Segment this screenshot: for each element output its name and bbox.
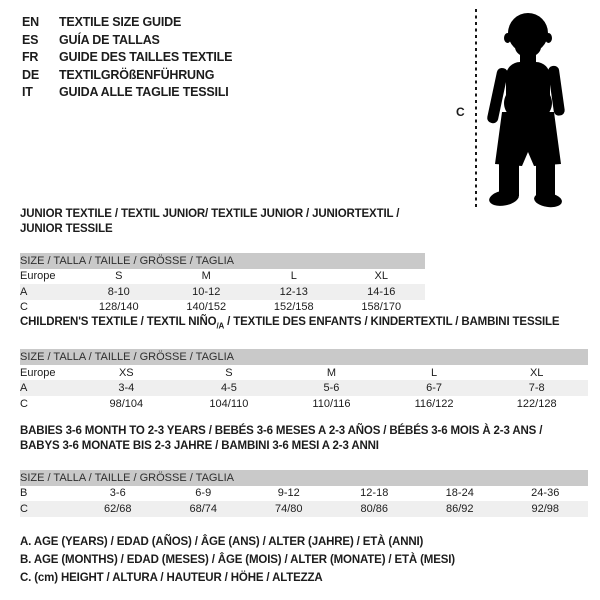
size-value: 10-12 — [192, 285, 221, 298]
table-title-text: BABIES 3-6 MONTH TO 2-3 YEARS / BEBÉS 3-6 MESES A 2-3 AÑOS / BÉBÉS 3-6 MOIS À 2-3 ANS / — [20, 425, 543, 437]
language-title: GUIDA ALLE TAGLIE TESSILI — [59, 85, 229, 99]
language-code: ES — [22, 32, 39, 47]
size-value: 92/98 — [531, 502, 560, 515]
size-value: 3-6 — [109, 487, 126, 500]
size-value: 158/170 — [361, 301, 402, 314]
table-title-line — [20, 439, 588, 454]
size-column-header: M — [326, 366, 337, 379]
size-value: 4-5 — [220, 382, 237, 395]
table-title — [20, 315, 588, 333]
size-table — [20, 470, 588, 517]
size-value: 9-12 — [277, 487, 300, 500]
size-value: 18-24 — [445, 487, 474, 500]
language-code: EN — [22, 15, 39, 29]
size-value: 24-36 — [531, 487, 560, 500]
size-table-junior — [20, 207, 425, 315]
table-row — [20, 284, 425, 300]
table-title-line — [20, 424, 588, 439]
size-value: 98/104 — [109, 397, 144, 410]
region-label: Europe — [20, 366, 56, 379]
size-table — [20, 349, 588, 411]
table-title-text: CHILDREN'S TEXTILE / TEXTIL NIÑO — [20, 316, 217, 328]
size-table-babies — [20, 424, 588, 517]
size-column-header: L — [431, 366, 438, 379]
table-title — [20, 424, 588, 454]
language-title: TEXTILE SIZE GUIDE — [59, 15, 182, 29]
size-band-label: SIZE / TALLA / TAILLE / GRÖSSE / TAGLIA — [20, 253, 425, 269]
footnotes — [20, 533, 455, 587]
size-value: 6-9 — [195, 487, 212, 500]
row-label: C — [20, 397, 28, 410]
table-title-text: JUNIOR TEXTILE / TEXTIL JUNIOR/ TEXTILE JUNIOR / JUNIORTEXTIL / JUNIOR TESSILE — [20, 208, 400, 235]
language-code: IT — [22, 85, 33, 99]
note-line: C. (cm) HEIGHT / ALTURA / HAUTEUR / HÖHE / ALTEZZA — [20, 572, 323, 584]
size-value: 116/122 — [414, 397, 454, 410]
language-code: DE — [22, 67, 39, 82]
language-title: TEXTILGRÖßENFÜHRUNG — [59, 67, 215, 82]
size-value: 6-7 — [426, 382, 443, 395]
row-label: A — [20, 382, 28, 395]
table-row — [20, 396, 588, 412]
size-value: 12-18 — [360, 487, 389, 500]
size-value: 12-13 — [279, 285, 308, 298]
table-title-text: /A — [216, 321, 225, 331]
size-column-header: M — [201, 270, 211, 283]
language-row — [22, 67, 232, 85]
size-table — [20, 253, 425, 315]
language-title: GUIDE DES TAILLES TEXTILE — [59, 50, 233, 64]
table-title-text: BABYS 3-6 MONATE BIS 2-3 JAHRE / BAMBINI 3-6 MESI A 2-3 ANNI — [20, 440, 379, 452]
height-c-label: C — [456, 105, 465, 119]
language-code: FR — [22, 50, 39, 64]
region-label: Europe — [20, 270, 56, 283]
size-column-header: XS — [118, 366, 134, 379]
size-value: 110/116 — [312, 397, 351, 410]
language-row — [22, 14, 232, 32]
size-value: 7-8 — [528, 382, 545, 395]
size-value: 74/80 — [274, 502, 303, 515]
table-title-text: / TEXTILE DES ENFANTS / KINDERTEXTIL / BAMBINI TESSILE — [224, 316, 560, 328]
size-value: 122/128 — [516, 397, 557, 410]
column-header-row — [20, 365, 588, 381]
language-title: GUÍA DE TALLAS — [59, 32, 160, 47]
row-label: B — [20, 487, 28, 500]
table-row — [20, 486, 588, 502]
size-value: 14-16 — [367, 285, 396, 298]
language-row — [22, 32, 232, 50]
note-line: A. AGE (YEARS) / EDAD (AÑOS) / ÂGE (ANS) / ALTER (JAHRE) / ETÀ (ANNI) — [20, 536, 424, 548]
size-band-row — [20, 349, 588, 365]
size-value: 86/92 — [445, 502, 474, 515]
size-value: 80/86 — [360, 502, 389, 515]
size-value: 8-10 — [107, 285, 130, 298]
size-band-label: SIZE / TALLA / TAILLE / GRÖSSE / TAGLIA — [20, 470, 588, 486]
row-label: C — [20, 502, 28, 515]
size-value: 5-6 — [323, 382, 340, 395]
table-row — [20, 380, 588, 396]
column-header-row — [20, 269, 425, 285]
size-column-header: S — [115, 270, 123, 283]
row-label: A — [20, 285, 28, 298]
baby-silhouette-icon — [482, 8, 574, 208]
size-table-children — [20, 315, 588, 411]
language-row — [22, 84, 232, 102]
table-row — [20, 501, 588, 517]
size-column-header: XL — [374, 270, 388, 283]
size-band-label: SIZE / TALLA / TAILLE / GRÖSSE / TAGLIA — [20, 349, 588, 365]
language-guide — [22, 14, 232, 102]
size-column-header: S — [225, 366, 233, 379]
table-row — [20, 300, 425, 316]
size-value: 3-4 — [118, 382, 135, 395]
size-value: 152/158 — [273, 301, 314, 314]
table-title-line — [20, 207, 425, 237]
size-value: 104/110 — [209, 397, 249, 410]
size-value: 128/140 — [98, 301, 139, 314]
row-label: C — [20, 301, 28, 314]
size-column-header: XL — [529, 366, 544, 379]
size-value: 68/74 — [189, 502, 218, 515]
size-band-row — [20, 253, 425, 269]
size-column-header: L — [290, 270, 297, 283]
height-dotted-line — [475, 9, 477, 208]
note-line: B. AGE (MONTHS) / EDAD (MESES) / ÂGE (MOIS) / ALTER (MONATE) / ETÀ (MESI) — [20, 554, 455, 566]
table-title-line — [20, 315, 588, 333]
size-value: 140/152 — [186, 301, 227, 314]
size-value: 62/68 — [103, 502, 132, 515]
table-title — [20, 207, 425, 237]
size-band-row — [20, 470, 588, 486]
language-row — [22, 49, 232, 67]
